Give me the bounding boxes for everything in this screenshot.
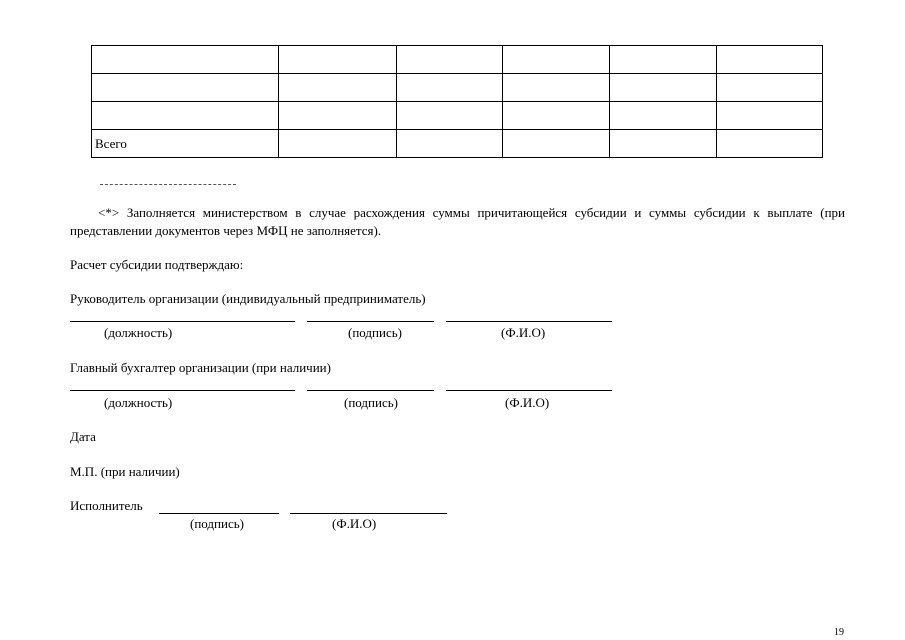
subsidy-table xyxy=(91,45,823,158)
table-cell xyxy=(279,74,397,102)
table-row xyxy=(92,74,823,102)
table-cell xyxy=(397,74,503,102)
head-signature-caption: (подпись) xyxy=(348,325,402,340)
table-cell xyxy=(279,130,397,158)
stamp-label: М.П. (при наличии) xyxy=(70,464,180,479)
table-cell xyxy=(610,74,717,102)
table-cell xyxy=(279,46,397,74)
footnote-text-content: <*> Заполняется министерством в случае расхождения суммы причитающейся субсидии и суммы субсидии к выплате (при представлении документов через МФЦ не заполняется). xyxy=(70,205,845,238)
table-cell xyxy=(503,102,610,130)
executor-name-line xyxy=(290,513,447,514)
table-row xyxy=(92,130,823,158)
accountant-name-caption: (Ф.И.О) xyxy=(505,395,550,410)
executor-signature-line xyxy=(159,513,279,514)
confirm-label: Расчет субсидии подтверждаю: xyxy=(70,257,244,272)
table-cell xyxy=(503,74,610,102)
table-cell xyxy=(397,130,503,158)
date-label: Дата xyxy=(70,429,96,444)
table-cell xyxy=(717,130,823,158)
accountant-title: Главный бухгалтер организации (при наличии) xyxy=(70,360,331,375)
table-cell xyxy=(610,130,717,158)
accountant-signature-caption: (подпись) xyxy=(344,395,398,410)
table-row xyxy=(92,46,823,74)
head-signature-line xyxy=(307,321,434,322)
table-cell: Всего xyxy=(92,130,279,158)
page-number: 19 xyxy=(834,627,844,638)
executor-name-caption: (Ф.И.О) xyxy=(332,516,377,531)
head-name-caption: (Ф.И.О) xyxy=(501,325,546,340)
table-cell xyxy=(717,46,823,74)
table-row xyxy=(92,102,823,130)
executor-signature-caption: (подпись) xyxy=(190,516,244,531)
head-name-line xyxy=(446,321,612,322)
accountant-signature-line xyxy=(307,390,434,391)
table-cell xyxy=(503,130,610,158)
table-cell xyxy=(397,102,503,130)
table-cell xyxy=(397,46,503,74)
accountant-position-caption: (должность) xyxy=(104,395,173,410)
head-position-line xyxy=(70,321,295,322)
table-cell xyxy=(503,46,610,74)
table-cell xyxy=(279,102,397,130)
table-cell xyxy=(610,102,717,130)
accountant-name-line xyxy=(446,390,612,391)
table-cell xyxy=(92,74,279,102)
accountant-position-line xyxy=(70,390,295,391)
head-position-caption: (должность) xyxy=(104,325,173,340)
table-cell xyxy=(92,102,279,130)
head-title: Руководитель организации (индивидуальный предприниматель) xyxy=(70,291,426,306)
table-cell xyxy=(717,102,823,130)
footnote-text xyxy=(70,204,845,240)
table-cell xyxy=(717,74,823,102)
executor-label: Исполнитель xyxy=(70,498,143,513)
footnote-separator xyxy=(100,184,236,185)
table-cell xyxy=(610,46,717,74)
table-cell xyxy=(92,46,279,74)
